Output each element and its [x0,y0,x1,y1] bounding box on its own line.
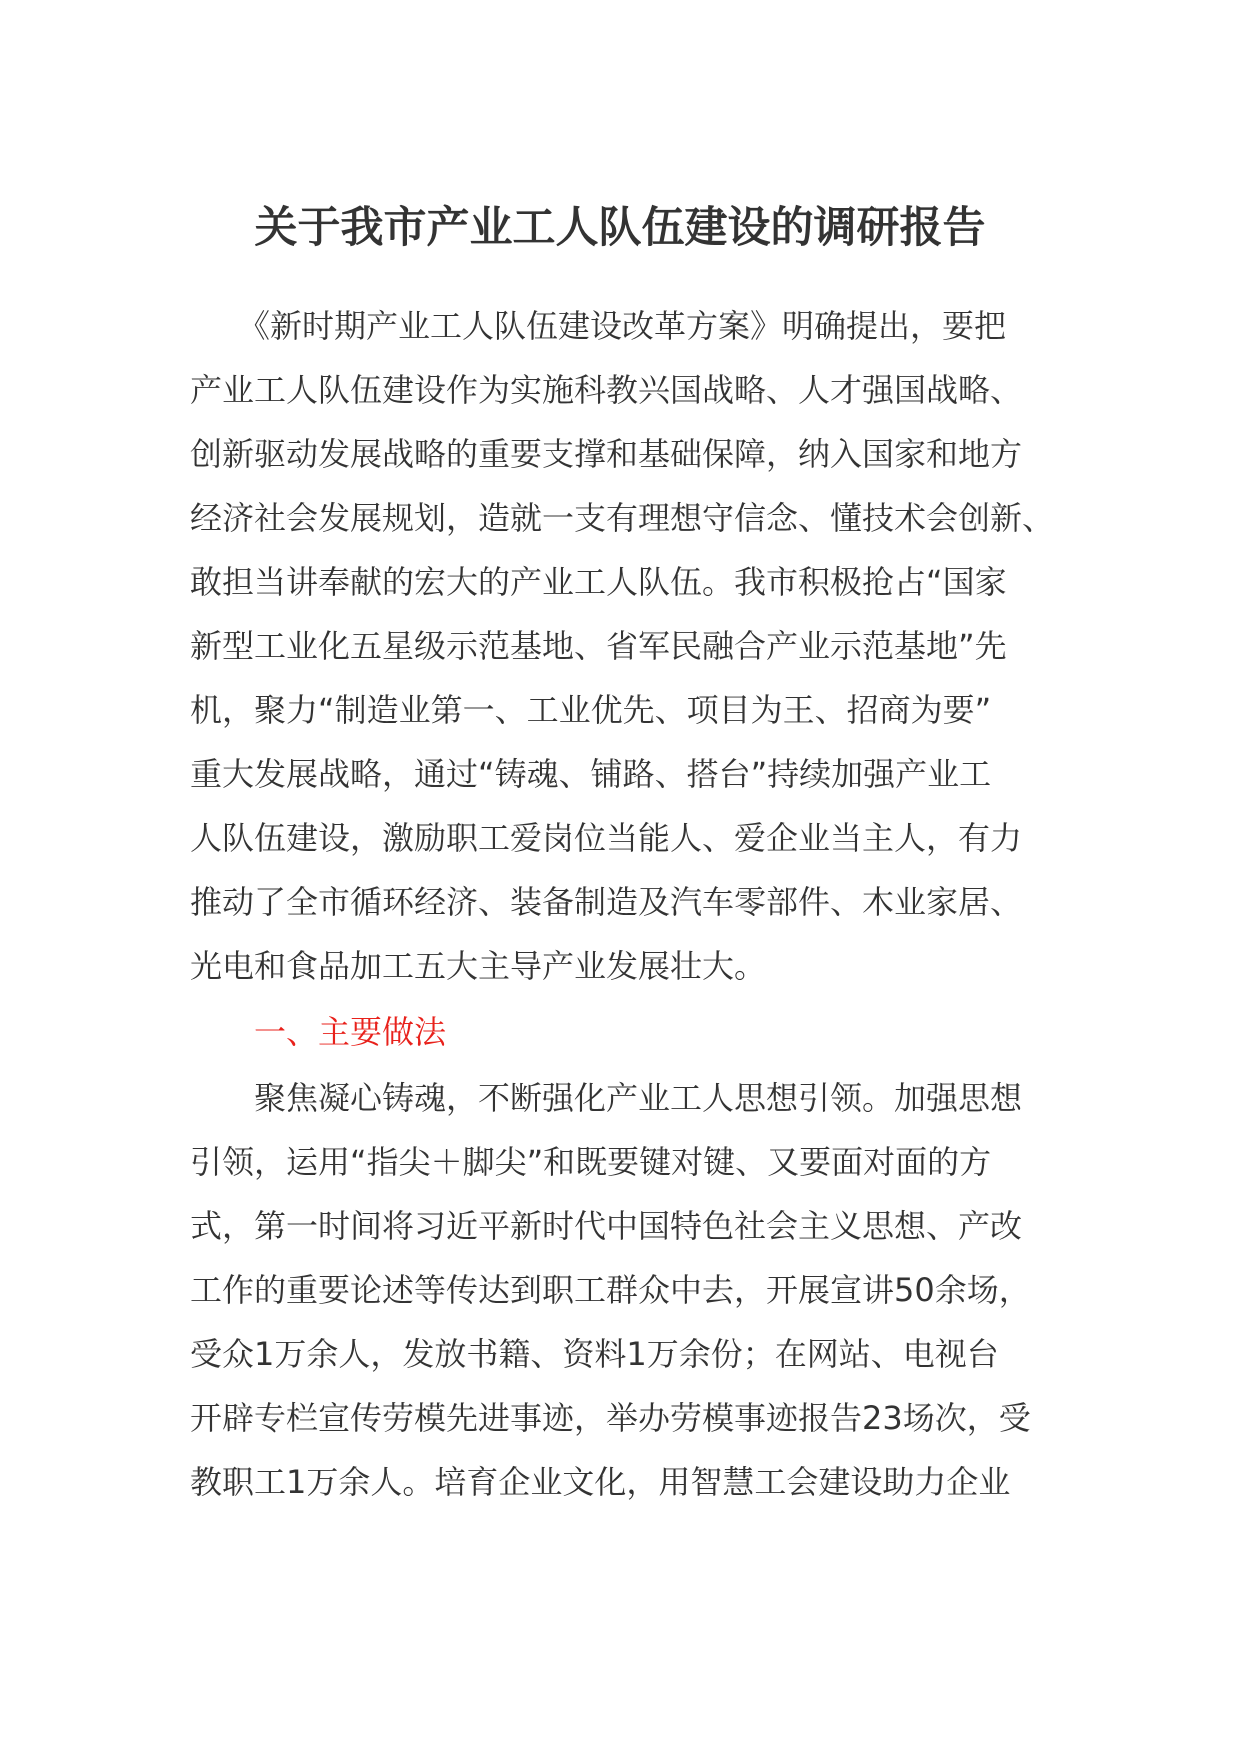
paragraph-line: 开辟专栏宣传劳模先进事迹，举办劳模事迹报告23场次，受 [190,1399,1031,1437]
paragraph-line: 敢担当讲奉献的宏大的产业工人队伍。我市积极抢占“国家 [190,563,1007,601]
paragraph-line: 引领，运用“指尖＋脚尖”和既要键对键、又要面对面的方 [190,1143,992,1181]
paragraph-line: 推动了全市循环经济、装备制造及汽车零部件、木业家居、 [190,883,1023,921]
paragraph-line: 式，第一时间将习近平新时代中国特色社会主义思想、产改 [190,1207,1023,1245]
paragraph-line: 工作的重要论述等传达到职工群众中去，开展宣讲50余场， [190,1271,1031,1309]
paragraph-line: 机，聚力“制造业第一、工业优先、项目为王、招商为要” [190,691,992,729]
paragraph-line: 重大发展战略，通过“铸魂、铺路、搭台”持续加强产业工 [190,755,992,793]
document-title: 关于我市产业工人队伍建设的调研报告 [254,203,986,253]
paragraph-line: 光电和食品加工五大主导产业发展壮大。 [190,947,767,985]
paragraph-line: 教职工1万余人。培育企业文化，用智慧工会建设助力企业 [190,1463,1011,1501]
paragraph-line: 产业工人队伍建设作为实施科教兴国战略、人才强国战略、 [190,371,1023,409]
paragraph-line: 人队伍建设，激励职工爱岗位当能人、爱企业当主人，有力 [190,819,1023,857]
paragraph-line: 新型工业化五星级示范基地、省军民融合产业示范基地”先 [190,627,1007,665]
paragraph-line: 受众1万余人，发放书籍、资料1万余份；在网站、电视台 [190,1335,999,1373]
paragraph-line: 经济社会发展规划，造就一支有理想守信念、懂技术会创新、 [190,499,1055,537]
paragraph-line: 创新驱动发展战略的重要支撑和基础保障，纳入国家和地方 [190,435,1023,473]
section-heading: 一、主要做法 [190,1013,447,1051]
paragraph-line: 聚焦凝心铸魂，不断强化产业工人思想引领。加强思想 [190,1079,1023,1117]
paragraph-line: 《新时期产业工人队伍建设改革方案》明确提出，要把 [190,307,1007,345]
